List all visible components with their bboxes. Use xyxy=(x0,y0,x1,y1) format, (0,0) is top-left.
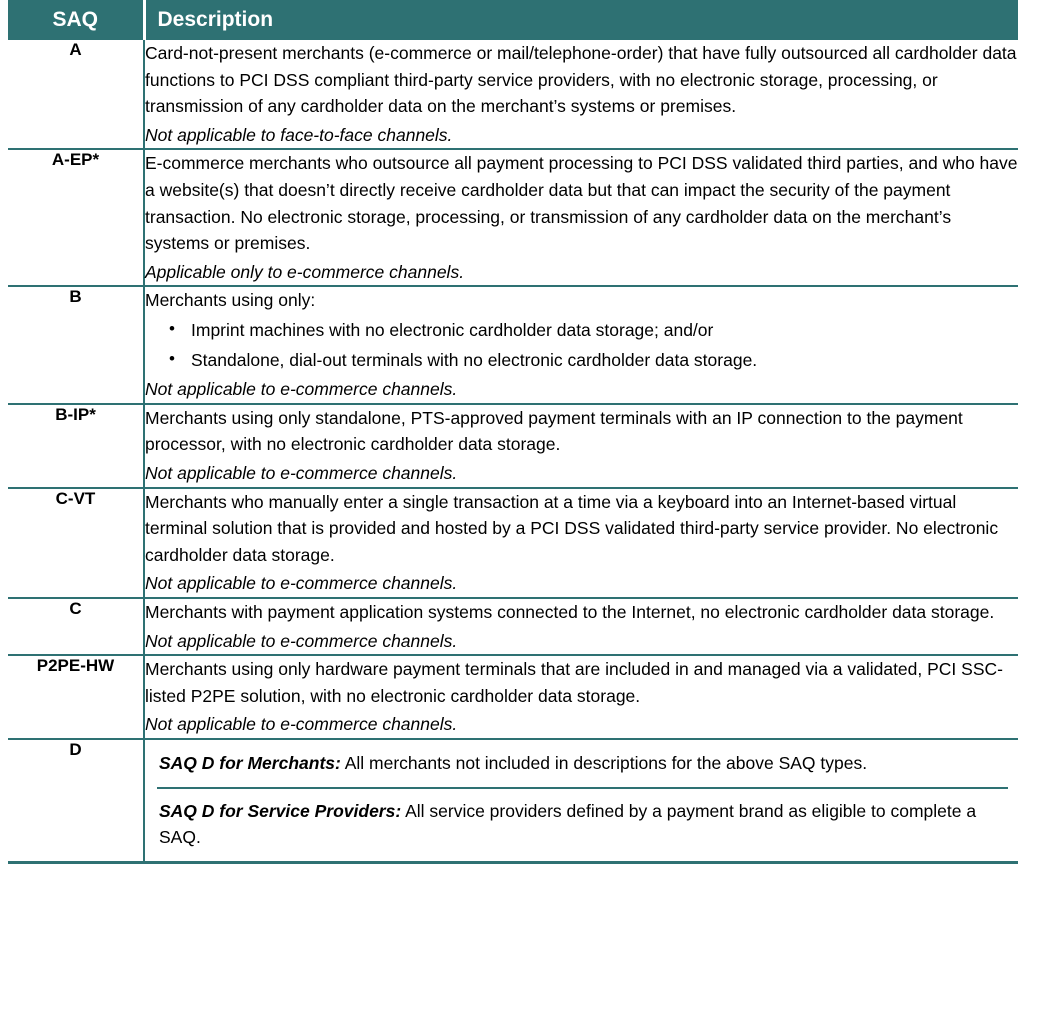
description-note: Not applicable to e-commerce channels. xyxy=(145,463,458,483)
cell-saq-type: D xyxy=(8,739,144,861)
cell-saq-type: P2PE-HW xyxy=(8,655,144,739)
cell-saq-type: A xyxy=(8,40,144,149)
cell-description xyxy=(144,739,1018,861)
table-row xyxy=(8,149,1018,286)
description-body: Merchants with payment application systems connected to the Internet, no electronic cardholder data storage. xyxy=(145,601,995,622)
cell-saq-type: A-EP* xyxy=(8,149,144,286)
saq-types-table xyxy=(8,0,1018,864)
description-note: Applicable only to e-commerce channels. xyxy=(145,261,465,282)
saq-table-container xyxy=(8,0,1018,864)
table-header xyxy=(8,0,1018,40)
table-row xyxy=(8,286,1018,403)
description-body: Merchants who manually enter a single transaction at a time via a keyboard into an Internet-based virtual terminal solution that is provided and hosted by a PCI DSS validated third-party service provider. No electronic cardholder data storage. xyxy=(145,491,999,565)
table-bottom-rule xyxy=(8,861,1018,864)
cell-saq-type: B xyxy=(8,286,144,403)
cell-saq-type: B-IP* xyxy=(8,404,144,488)
sub-row-title: SAQ D for Merchants: xyxy=(159,752,341,773)
description-body: Merchants using only hardware payment terminals that are included in and managed via a validated, PCI SSC-listed P2PE solution, with no electronic cardholder data storage. xyxy=(145,659,1003,706)
sub-row-title: SAQ D for Service Providers: xyxy=(159,800,402,821)
table-row xyxy=(8,404,1018,488)
cell-description xyxy=(144,149,1018,286)
cell-description xyxy=(144,286,1018,403)
description-body: Card-not-present merchants (e-commerce or mail/telephone-order) that have fully outsourced all cardholder data functions to PCI DSS compliant third-party service providers, with no electronic storage, processing, or transmission of any cardholder data on the merchant’s systems or premises. xyxy=(145,43,1017,117)
description-body: E-commerce merchants who outsource all payment processing to PCI DSS validated third parties, and who have a website(s) that doesn’t directly receive cardholder data but that can impact the security of the payment transaction. No electronic storage, processing, or transmission of any cardholder data on the merchant’s systems or premises. xyxy=(145,153,1018,254)
description-body: Merchants using only: xyxy=(145,290,316,311)
description-bullet-list xyxy=(145,317,1018,373)
list-item: • Imprint machines with no electronic cardholder data storage; and/or xyxy=(169,317,1018,344)
cell-saq-type: C-VT xyxy=(8,488,144,598)
header-row xyxy=(8,0,1018,40)
sub-row-body: All merchants not included in descriptions for the above SAQ types. xyxy=(344,752,868,773)
bottom-rule-cell xyxy=(8,861,1018,864)
table-row xyxy=(8,655,1018,739)
column-header-description: Description xyxy=(144,0,1018,40)
description-note: Not applicable to e-commerce channels. xyxy=(145,379,458,400)
description-note: Not applicable to e-commerce channels. xyxy=(145,630,458,651)
description-note: Not applicable to face-to-face channels. xyxy=(145,124,453,145)
table-row xyxy=(8,40,1018,149)
cell-description xyxy=(144,404,1018,488)
table-row xyxy=(8,739,1018,861)
table-row xyxy=(8,488,1018,598)
column-header-saq: SAQ xyxy=(8,0,144,40)
cell-description xyxy=(144,655,1018,739)
cell-description xyxy=(144,488,1018,598)
cell-saq-type: C xyxy=(8,598,144,655)
sub-row-merchants xyxy=(157,740,1008,787)
table-row xyxy=(8,598,1018,655)
list-item: • Standalone, dial-out terminals with no electronic cardholder data storage. xyxy=(169,347,1018,374)
description-note: Not applicable to e-commerce channels. xyxy=(145,573,458,594)
description-note: Not applicable to e-commerce channels. xyxy=(145,714,458,735)
sub-row-body: All service providers defined by a payment brand as eligible to complete a SAQ. xyxy=(159,800,977,848)
description-body: Merchants using only standalone, PTS-approved payment terminals with an IP connection to the payment processor, with no electronic cardholder data storage. xyxy=(145,407,963,455)
table-body xyxy=(8,40,1018,864)
cell-description xyxy=(144,598,1018,655)
cell-description xyxy=(144,40,1018,149)
sub-row-service-providers xyxy=(157,787,1008,861)
